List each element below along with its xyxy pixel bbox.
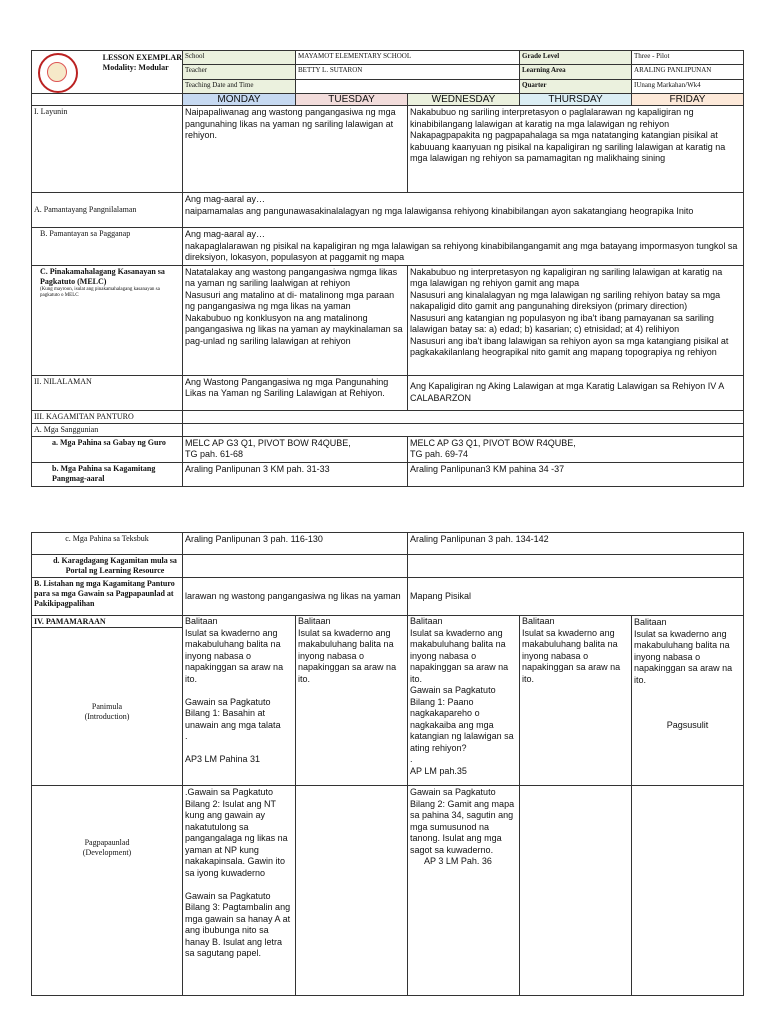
area-value: ARALING PANLIPUNAN: [632, 65, 744, 79]
kagamitan-empty: [183, 410, 744, 423]
gabay-left: MELC AP G3 Q1, PIVOT BOW R4QUBE, TG pah. 61-68: [183, 436, 408, 462]
page-1: [31, 50, 743, 487]
lesson-table-1: [31, 50, 744, 487]
sanggunian-empty: [183, 423, 744, 436]
area-label: Learning Area: [520, 65, 632, 79]
teksbuk-label: c. Mga Pahina sa Teksbuk: [32, 533, 183, 555]
teksbuk-left: Araling Panlipunan 3 pah. 116-130: [183, 533, 408, 555]
sanggunian-label: A. Mga Sanggunian: [32, 423, 183, 436]
quarter-value: IUnang Markahan/Wk4: [632, 79, 744, 93]
panimula-label-cell: [32, 616, 183, 786]
listahan-left: larawan ng wastong pangangasiwa ng likas na yaman: [183, 578, 408, 616]
lesson-title: LESSON EXEMPLAR: [102, 53, 182, 62]
gabay-label: a. Mga Pahina sa Gabay ng Guro: [32, 436, 183, 462]
panimula-wednesday: Balitaan Isulat sa kwaderno ang makabuluhang balita na inyong nabasa o napakinggan sa araw na ito. Gawain sa Pagkatuto Bilang 1: Paano nagkakapareho o nagkakaiba ang mga katangian ng lalawigan sa ating rehiyon? . AP LM pah.35: [408, 616, 520, 786]
teacher-value: BETTY L. SUTARON: [296, 65, 520, 79]
layunin-left: Naipapaliwanag ang wastong pangangasiwa ng mga pangunahing likas na yaman ng sariling lalawigan at rehiyon.: [183, 106, 408, 193]
pagpapaunlad-friday: [632, 786, 744, 996]
day-monday: MONDAY: [183, 94, 296, 106]
panimula-tuesday: Balitaan Isulat sa kwaderno ang makabuluhang balita na inyong nabasa o napakinggan sa araw na ito.: [296, 616, 408, 786]
kagamitan-label: III. KAGAMITAN PANTURO: [32, 410, 183, 423]
pagpapaunlad-tuesday: [296, 786, 408, 996]
melc-note: (Kung mayroon, isulat ang pinakamahalagang kasanayan sa pagkatuto o MELC: [40, 286, 160, 298]
listahan-right: Mapang Pisikal: [408, 578, 744, 616]
day-wednesday: WEDNESDAY: [408, 94, 520, 106]
pagpapaunlad-label: Pagpapaunlad (Development): [32, 786, 183, 996]
day-tuesday: TUESDAY: [296, 94, 408, 106]
melc-label-cell: [32, 265, 183, 375]
day-thursday: THURSDAY: [520, 94, 632, 106]
layunin-label: I. Layunin: [32, 106, 183, 193]
panimula-label: Panimula (Introduction): [84, 702, 130, 721]
pamantayan-text: Ang mag-aaral ay… naipamamalas ang pangunawasakinalalagyan ng mga lalawigansa rehiyong kinabibilangan ayon sakatangiang heograpika Inito: [183, 193, 744, 228]
panimula-thursday: Balitaan Isulat sa kwaderno ang makabuluhang balita na inyong nabasa o napakinggan sa araw na ito.: [520, 616, 632, 786]
modality: Modality: Modular: [102, 63, 169, 72]
pagpapaunlad-monday: .Gawain sa Pagkatuto Bilang 2: Isulat ang NT kung ang gawain ay nakatutulong sa pangangalaga ng likas na yaman at NP kung nakakapinsala. Gawin ito sa iyong kuwaderno Gawain sa Pagkatuto Bilang 3: Pagtambalin ang mga gawain sa hanay A at ang ibubunga nito sa hanay B. Isulat ang letra sa sagutang papel.: [183, 786, 296, 996]
pagpapaunlad-thursday: [520, 786, 632, 996]
nilalaman-label: II. NILALAMAN: [32, 375, 183, 410]
kagamitan-mag-right: Araling Panlipunan3 KM pahina 34 -37: [408, 462, 744, 486]
teacher-label: Teacher: [183, 65, 296, 79]
panimula-friday: Balitaan Isulat sa kwaderno ang makabuluhang balita na inyong nabasa o napakinggan sa araw na ito.: [634, 617, 733, 685]
karagdagan-label: d. Karagdagang Kagamitan mula sa Portal ng Learning Resource: [32, 555, 183, 578]
layunin-right: Nakabubuo ng sariling interpretasyon o paglalarawan ng kapaligiran ng kinabibilangang lalawigan at karatig na mga lalawigan ng rehiyon Nakapagpapakita ng pagpapahalaga sa mga natatanging katangian pisikal at kabuuang kaanyuan ng pisikal na kapaligiran ng sariling lalawigan at karatig na mga lalawigan ng rehiyon sa pamamagitan ng malikhaing sining: [408, 106, 744, 193]
gabay-right: MELC AP G3 Q1, PIVOT BOW R4QUBE, TG pah. 69-74: [408, 436, 744, 462]
karagdagan-left: [183, 555, 408, 578]
kagamitan-mag-left: Araling Panlipunan 3 KM pah. 31-33: [183, 462, 408, 486]
pamantayan-label: A. Pamantayang Pangnilalaman: [32, 193, 183, 228]
pagpapaunlad-wednesday-ref: AP 3 LM Pah. 36: [424, 856, 492, 866]
nilalaman-left: Ang Wastong Pangangasiwa ng mga Pangunahing Likas na Yaman ng Sariling Lalawigan at Rehiyon.: [183, 375, 408, 410]
pagganap-label: B. Pamantayan sa Pagganap: [32, 228, 183, 266]
teksbuk-right: Araling Panlipunan 3 pah. 134-142: [408, 533, 744, 555]
pagpapaunlad-wednesday-cell: [408, 786, 520, 996]
melc-left: Natatalakay ang wastong pangangasiwa ngmga likas na yaman ng sariling laalwigan at rehiyon Nasusuri ang matalino at di- matalinong mga paraan ng pangangasiwa ng mga likas na yaman Nakabubuo ng konklusyon na ang matalinong pangangasiwa ng likas na yaman ay maykinalaman sa pag-unlad ng sariling lalawigan at rehiyon: [183, 265, 408, 375]
school-logo: [38, 53, 78, 93]
header-title-block: [32, 51, 183, 94]
grade-label: Grade Level: [520, 51, 632, 65]
quarter-label: Quarter: [520, 79, 632, 93]
date-value: [296, 79, 520, 93]
grade-value: Three - Pilot: [632, 51, 744, 65]
school-value: MAYAMOT ELEMENTARY SCHOOL: [296, 51, 520, 65]
page-2: [31, 532, 743, 996]
pagpapaunlad-wednesday: Gawain sa Pagkatuto Bilang 2: Gamit ang mapa sa pahina 34, sagutin ang mga sumusunod na tanong. Isulat ang mga sagot sa kuwaderno.: [410, 787, 515, 855]
lesson-table-2: [31, 532, 744, 996]
melc-label: C. Pinakamahalagang Kasanayan sa Pagkatuto (MELC): [40, 266, 165, 286]
pagsusulit-label: Pagsusulit: [666, 720, 709, 730]
melc-right: Nakabubuo ng interpretasyon ng kapaligiran ng sariling lalawigan at karatig na mga lalawigan ng rehiyon gamit ang mapa Nasusuri ang kinalalagyan ng mga lalawigan ng sariling rehiyon batay sa mga nakapaligid dito gamit ang pangunahing direksiyon (primary direction) Nasusuri ang katangian ng populasyon ng iba't ibang pamayanan sa sariling lalawigan batay sa: a) edad; b) kasarian; c) etnisidad; at 4) relihiyon Nasusuri ang iba't ibang lalawigan sa rehiyon ayon sa mga katangiang pisikal at pagkakakilanlang heograpikal nito gamit ang mapang topograpiya ng rehiyon: [408, 265, 744, 375]
karagdagan-right: [408, 555, 744, 578]
nilalaman-right: Ang Kapaligiran ng Aking Lalawigan at mga Karatig Lalawigan sa Rehiyon IV A CALABARZON: [408, 375, 744, 410]
pamamaraan-label: IV. PAMAMARAAN: [32, 616, 182, 628]
blank-corner: [32, 94, 183, 106]
school-label: School: [183, 51, 296, 65]
listahan-label: B. Listahan ng mga Kagamitang Panturo para sa mga Gawain sa Pagpapaunlad at Pakikipagpalihan: [32, 578, 183, 616]
day-friday: FRIDAY: [632, 94, 744, 106]
date-label: Teaching Date and Time: [183, 79, 296, 93]
pagganap-text: Ang mag-aaral ay… nakapaglalarawan ng pisikal na kapaligiran ng mga lalawigan sa rehiyong kinabibilangangamit ang mga batayang impormasyon tungkol sa direksiyon, lokasyon, populasyon at paggamit ng mapa: [183, 228, 744, 266]
panimula-friday-cell: [632, 616, 744, 786]
panimula-monday: Balitaan Isulat sa kwaderno ang makabuluhang balita na inyong nabasa o napakinggan sa araw na ito. Gawain sa Pagkatuto Bilang 1: Basahin at unawain ang mga talata . AP3 LM Pahina 31: [183, 616, 296, 786]
kagamitan-mag-label: b. Mga Pahina sa Kagamitang Pangmag-aaral: [32, 462, 183, 486]
